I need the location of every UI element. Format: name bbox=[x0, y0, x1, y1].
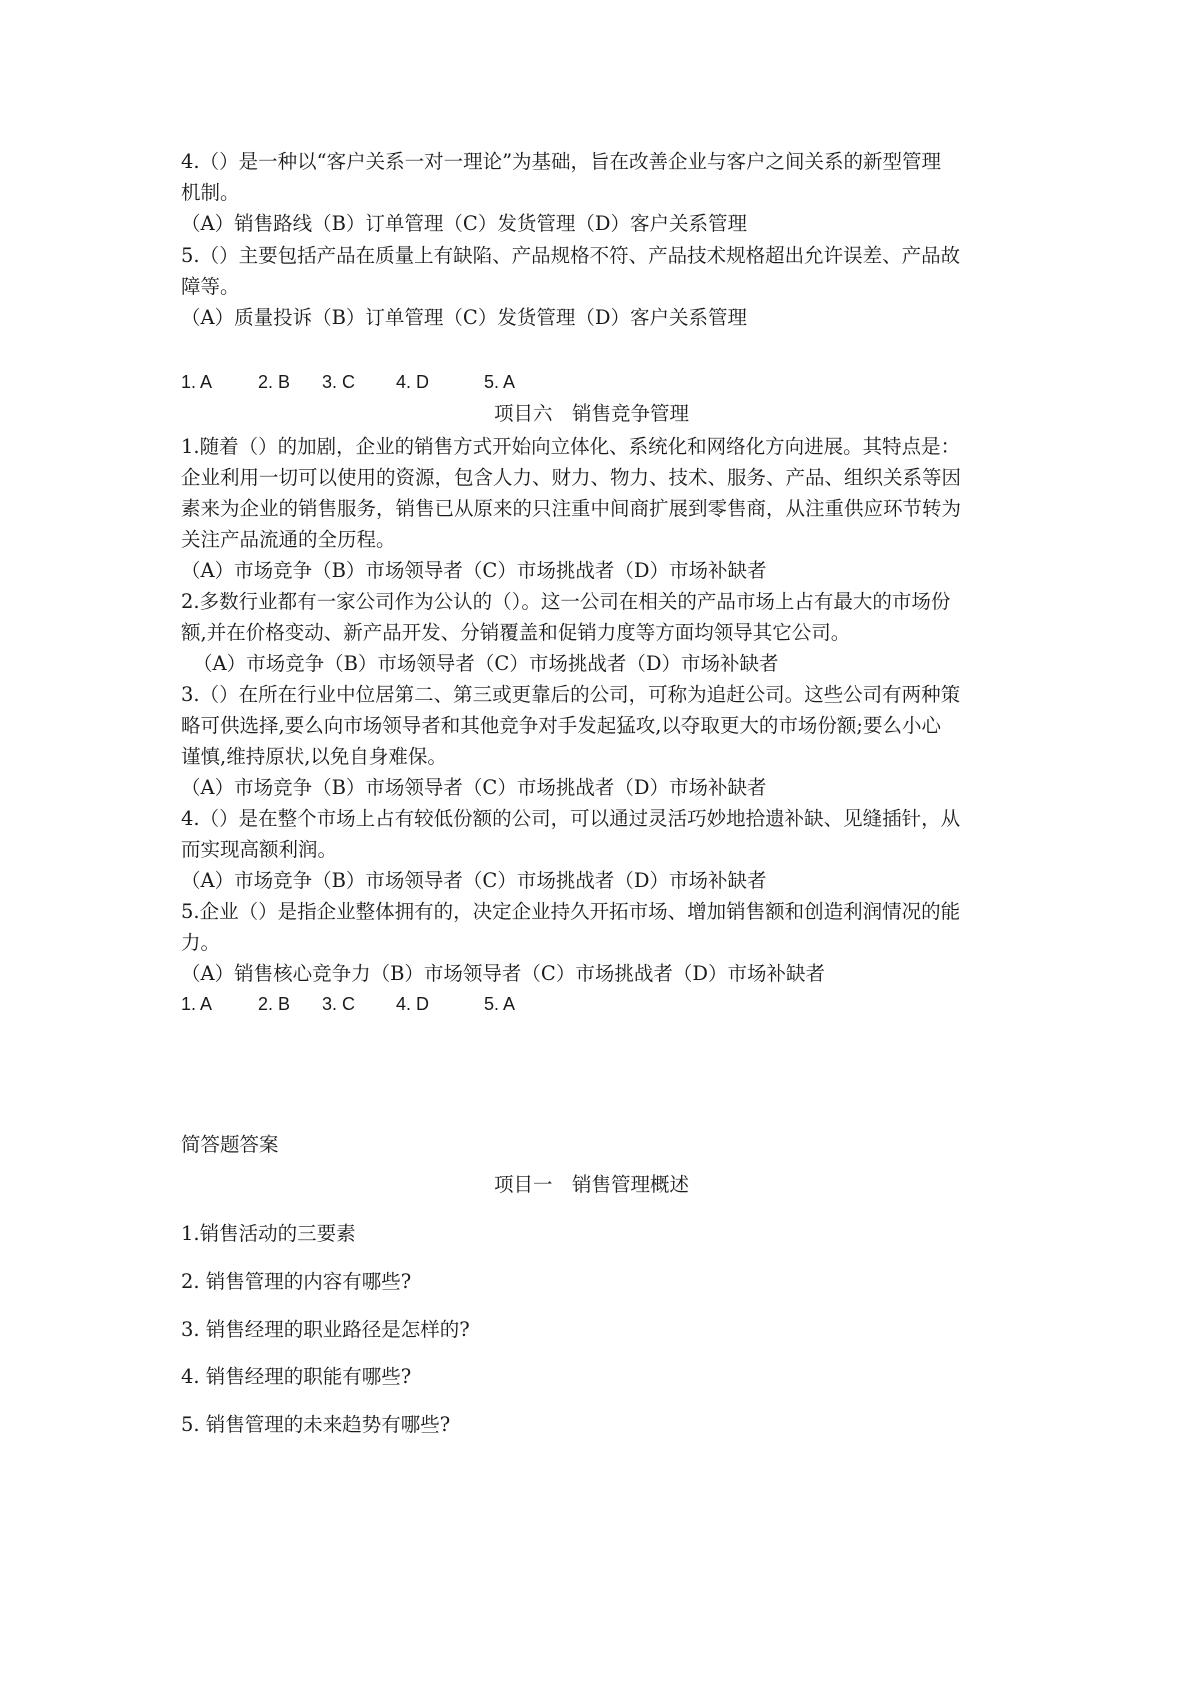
question-text: 素来为企业的销售服务，销售已从原来的只注重中间商扩展到零售商，从注重供应环节转为 bbox=[181, 497, 962, 520]
short-question: 1.销售活动的三要素 bbox=[181, 1222, 356, 1245]
short-question: 2. 销售管理的内容有哪些? bbox=[181, 1270, 412, 1293]
short-question: 5. 销售管理的未来趋势有哪些? bbox=[181, 1413, 451, 1436]
short-question: 3. 销售经理的职业路径是怎样的? bbox=[181, 1318, 470, 1341]
question-text: 略可供选择,要么向市场领导者和其他竞争对手发起猛攻,以夺取更大的市场份额;要么小心 bbox=[181, 714, 941, 737]
answer-key bbox=[181, 989, 1021, 1020]
question-options: （A）市场竞争（B）市场领导者（C）市场挑战者（D）市场补缺者 bbox=[181, 869, 767, 892]
answer-item: 3. C bbox=[322, 372, 356, 392]
question-text: 2.多数行业都有一家公司作为公认的（）。这一公司在相关的产品市场上占有最大的市场份 bbox=[181, 590, 951, 613]
section-heading: 简答题答案 bbox=[181, 1133, 279, 1156]
short-question: 4. 销售经理的职能有哪些? bbox=[181, 1365, 412, 1388]
question-text: 而实现高额利润。 bbox=[181, 838, 338, 861]
project-title: 项目一 销售管理概述 bbox=[494, 1173, 690, 1196]
answer-item: 2. B bbox=[258, 994, 291, 1014]
answer-item: 5. A bbox=[484, 372, 516, 392]
answer-item: 1. A bbox=[181, 994, 213, 1014]
question-options: （A）市场竞争（B）市场领导者（C）市场挑战者（D）市场补缺者 bbox=[181, 776, 767, 799]
question-text: 谨慎,维持原状,以免自身难保。 bbox=[181, 745, 447, 768]
question-text: 5.企业（）是指企业整体拥有的，决定企业持久开拓市场、增加销售额和创造利润情况的能 bbox=[181, 900, 961, 923]
question-text: 障等。 bbox=[181, 275, 240, 298]
question-options: （A）市场竞争（B）市场领导者（C）市场挑战者（D）市场补缺者 bbox=[181, 559, 767, 582]
question-options: （A）销售路线（B）订单管理（C）发货管理（D）客户关系管理 bbox=[181, 212, 747, 235]
answer-item: 4. D bbox=[396, 994, 430, 1014]
question-options: （A）销售核心竞争力（B）市场领导者（C）市场挑战者（D）市场补缺者 bbox=[181, 962, 825, 985]
question-options: （A）质量投诉（B）订单管理（C）发货管理（D）客户关系管理 bbox=[181, 306, 747, 329]
answer-item: 2. B bbox=[258, 372, 291, 392]
answer-item: 4. D bbox=[396, 372, 430, 392]
question-text: 企业利用一切可以使用的资源，包含人力、财力、物力、技术、服务、产品、组织关系等因 bbox=[181, 466, 962, 489]
section-title: 项目六 销售竞争管理 bbox=[494, 402, 690, 425]
question-text: 4.（）是一种以“客户关系一对一理论”为基础，旨在改善企业与客户之间关系的新型管理 bbox=[181, 150, 942, 173]
question-options: （A）市场竞争（B）市场领导者（C）市场挑战者（D）市场补缺者 bbox=[193, 652, 779, 675]
answer-item: 3. C bbox=[322, 994, 356, 1014]
question-text: 4.（）是在整个市场上占有较低份额的公司，可以通过灵活巧妙地拾遗补缺、见缝插针，从 bbox=[181, 807, 961, 830]
answer-key bbox=[181, 367, 1021, 398]
question-text: 5.（）主要包括产品在质量上有缺陷、产品规格不符、产品技术规格超出允许误差、产品故 bbox=[181, 244, 961, 267]
answer-item: 5. A bbox=[484, 994, 516, 1014]
question-text: 3.（）在所在行业中位居第二、第三或更靠后的公司，可称为追赶公司。这些公司有两种策 bbox=[181, 683, 961, 706]
question-text: 额,并在价格变动、新产品开发、分销覆盖和促销力度等方面均领导其它公司。 bbox=[181, 621, 851, 644]
question-text: 机制。 bbox=[181, 181, 240, 204]
answer-item: 1. A bbox=[181, 372, 213, 392]
question-text: 关注产品流通的全历程。 bbox=[181, 528, 396, 551]
question-text: 1.随着（）的加剧，企业的销售方式开始向立体化、系统化和网络化方向进展。其特点是： bbox=[181, 435, 961, 458]
question-text: 力。 bbox=[181, 931, 221, 954]
